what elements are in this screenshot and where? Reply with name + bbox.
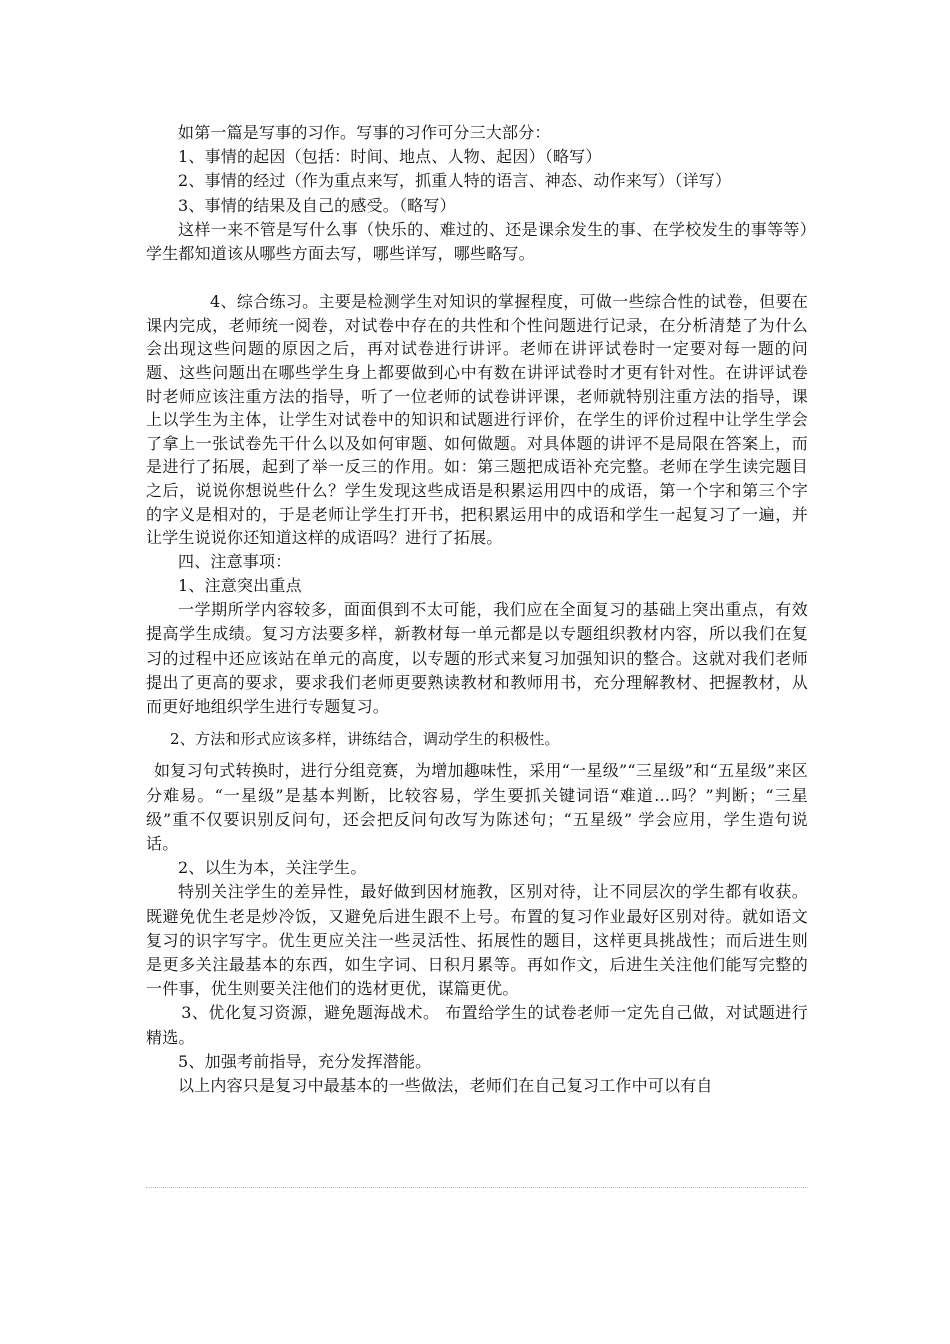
spacer (146, 751, 808, 759)
subheading-methods: 2、方法和形式应该多样，讲练结合，调动学生的积极性。 (170, 730, 560, 749)
paragraph-methods: 如复习句式转换时，进行分组竞赛，为增加趣味性，采用“一星级”“三星级”和“五星级”来区分难易。“一星级”是基本判断，比较容易，学生要抓关键词语“难道…吗？”判断；“三星级”重不仅要识别反问句，还会把反问句改写为陈述句；“五星级” 学会应用，学生造句说话。 (146, 761, 808, 853)
document-body (146, 121, 808, 1098)
paragraph-closing: 以上内容只是复习中最基本的一些做法，老师们在自己复习工作中可以有自 (178, 1076, 713, 1096)
blank-line (146, 266, 808, 290)
subheading-focus: 1、注意突出重点 (178, 575, 302, 595)
subheading-student-centered: 2、以生为本，关注学生。 (178, 858, 367, 878)
paragraph-student-centered: 特别关注学生的差异性，最好做到因材施教，区别对待，让不同层次的学生都有收获。既避免优生老是炒冷饭，又避免后进生跟不上号。布置的复习作业最好区别对待。就如语文复习的识字写字。优生更应关注一些灵活性、拓展性的题目，这样更具挑战性；而后进生则是更多关注最基本的东西，如生字词、日积月累等。再如作文，后进生关注他们能写完整的一件事，优生则要关注他们的选材更优，谋篇更优。 (146, 882, 808, 999)
paragraph-comprehensive-practice: 4、综合练习。主要是检测学生对知识的掌握程度，可做一些综合性的试卷，但要在课内完成，老师统一阅卷，对试卷中存在的共性和个性问题进行记录，在分析清楚了为什么会出现这些问题的原因之后，再对试卷进行讲评。老师在讲评试卷时一定要对每一题的问题、这些问题出在哪些学生身上都要做到心中有数在讲评试卷时才更有针对性。在讲评试卷时老师应该注重方法的指导，听了一位老师的试卷讲评课，老师就特别注重方法的指导，课上以学生为主体，让学生对试卷中的知识和试题进行评价，在学生的评价过程中让学生学会了拿上一张试卷先干什么以及如何审题、如何做题。对具体题的讲评不是局限在答案上，而是进行了拓展，起到了举一反三的作用。如：第三题把成语补充完整。老师在学生读完题目之后，说说你想说些什么？学生发现这些成语是积累运用四中的成语，第一个字和第三个字的字义是相对的，于是老师让学生打开书，把积累运用中的成语和学生一起复习了一遍，并让学生说说你还知道这样的成语吗？进行了拓展。 (146, 292, 808, 548)
paragraph-summary: 这样一来不管是写什么事（快乐的、难过的、还是课余发生的事、在学校发生的事等等）学生都知道该从哪些方面去写，哪些详写，哪些略写。 (146, 219, 808, 264)
paragraph-optimize-resources: 3、优化复习资源，避免题海战术。 布置给学生的试卷老师一定先自己做，对试题进行精选。 (146, 1003, 808, 1047)
section-heading-notes: 四、注意事项： (178, 551, 292, 571)
paragraph-focus: 一学期所学内容较多，面面俱到不太可能，我们应在全面复习的基础上突出重点，有效提高学生成绩。复习方法要多样，新教材每一单元都是以专题组织教材内容，所以我们在复习的过程中还应该站在单元的高度，以专题的形式来复习加强知识的整合。这就对我们老师提出了更高的要求，要求我们老师更要熟读教材和教师用书，充分理解教材、把握教材，从而更好地组织学生进行专题复习。 (146, 600, 808, 716)
list-item-result: 3、事情的结果及自己的感受。（略写） (178, 195, 456, 215)
list-item-process: 2、事情的经过（作为重点来写，抓重人特的语言、神态、动作来写）（详写） (178, 171, 732, 191)
paragraph-intro: 如第一篇是写事的习作。写事的习作可分三大部分： (178, 123, 551, 142)
footer-divider (146, 1187, 808, 1188)
list-item-cause: 1、事情的起因（包括：时间、地点、人物、起因）（略写） (178, 147, 602, 167)
spacer (146, 719, 808, 727)
subheading-exam-guidance: 5、加强考前指导，充分发挥潜能。 (178, 1051, 432, 1071)
